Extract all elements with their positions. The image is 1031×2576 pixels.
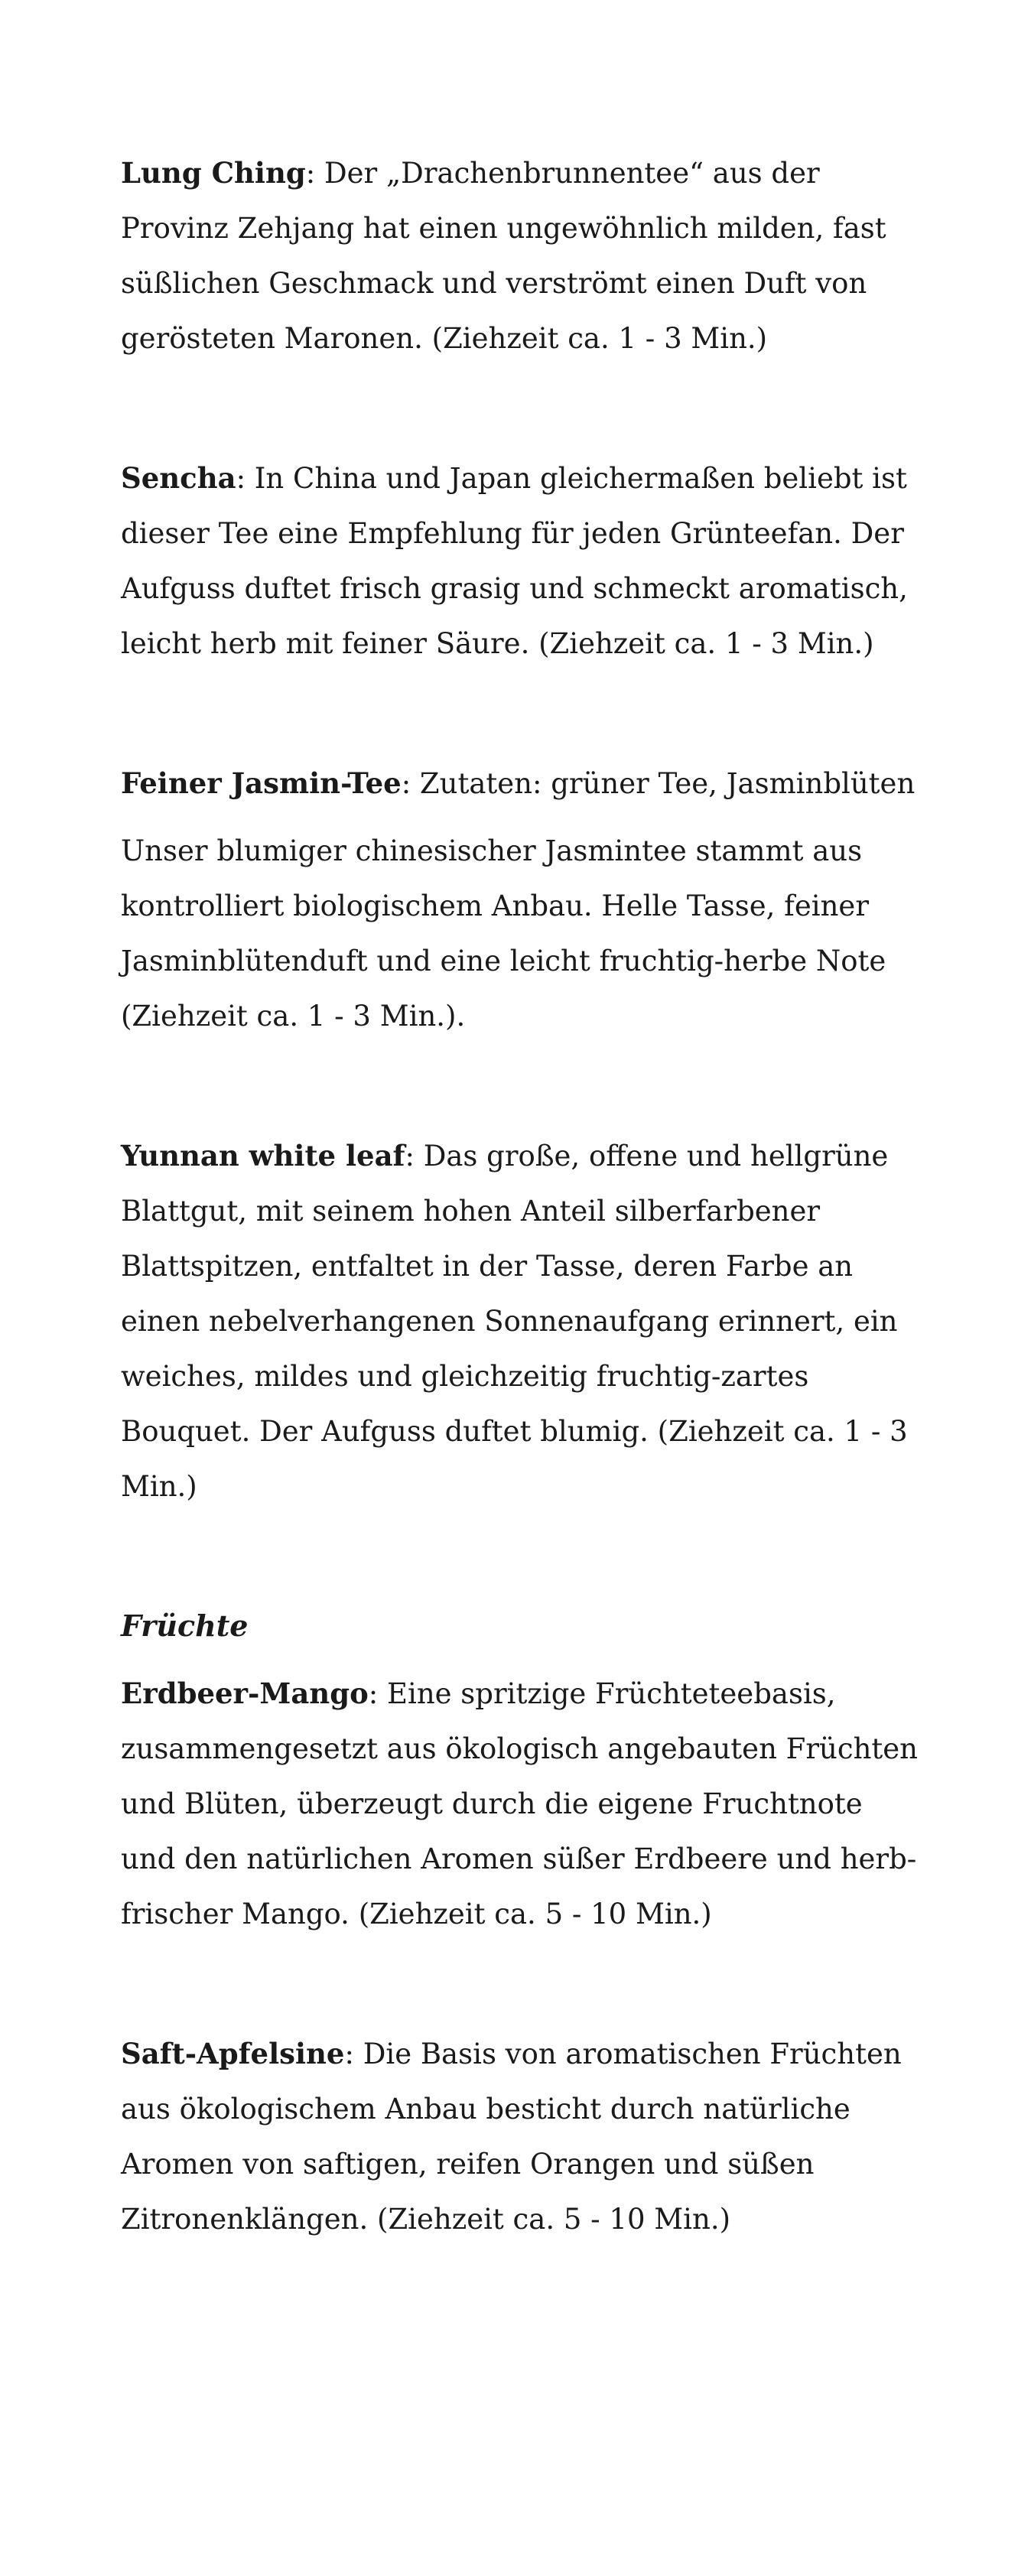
- entry-text: : In China und Japan gleichermaßen beliebt ist dieser Tee eine Empfehlung für jeden Grünteefan. Der Aufguss duftet frisch grasig und schmeckt aromatisch, leicht herb mit feiner Säure. (Ziehzeit ca. 1 - 3 Min.): [121, 462, 908, 660]
- entry-jasmin: [121, 756, 924, 812]
- entry-text: : Der „Drachenbrunnentee“ aus der Provinz Zehjang hat einen ungewöhnlich milden, fast süßlichen Geschmack und verströmt einen Duft von gerösteten Maronen. (Ziehzeit ca. 1 - 3 Min.): [121, 157, 886, 355]
- section-heading-fruechte: Früchte: [121, 1608, 249, 1643]
- tea-menu-page: [121, 145, 924, 2247]
- entry-name: Feiner Jasmin-Tee: [121, 766, 402, 800]
- entry-name: Erdbeer-Mango: [121, 1677, 369, 1710]
- entry-yunnan: [121, 1128, 924, 1514]
- entry-name: Yunnan white leaf: [121, 1139, 405, 1173]
- entry-jasmin-description: Unser blumiger chinesischer Jasmintee stammt aus kontrolliert biologischem Anbau. Helle Tasse, feiner Jasminblütenduft und eine leicht fruchtig-herbe Note (Ziehzeit ca. 1 - 3 Min.).: [121, 834, 886, 1033]
- entry-text: : Eine spritzige Früchteteebasis, zusammengesetzt aus ökologisch angebauten Früchten und Blüten, überzeugt durch die eigene Fruchtnote und den natürlichen Aromen süßer Erdbeere und herb-frischer Mango. (Ziehzeit ca. 5 - 10 Min.): [121, 1677, 918, 1930]
- entry-erdbeer-mango: [121, 1666, 924, 1942]
- entry-name: Saft-Apfelsine: [121, 2037, 345, 2070]
- entry-sencha: [121, 450, 924, 672]
- entry-name: Lung Ching: [121, 156, 306, 190]
- entry-saft-apfelsine: [121, 2026, 924, 2247]
- entry-text: : Zutaten: grüner Tee, Jasminblüten: [401, 767, 916, 800]
- entry-lung-ching: [121, 145, 924, 366]
- entry-text: : Die Basis von aromatischen Früchten aus ökologischem Anbau besticht durch natürliche Aromen von saftigen, reifen Orangen und süßen Zitronenklängen. (Ziehzeit ca. 5 - 10 Min.): [121, 2038, 902, 2236]
- entry-name: Sencha: [121, 461, 236, 495]
- entry-text: : Das große, offene und hellgrüne Blattgut, mit seinem hohen Anteil silberfarbener Blattspitzen, entfaltet in der Tasse, deren Farbe an einen nebelverhangenen Sonnenaufgang erinnert, ein weiches, mildes und gleichzeitig fruchtig-zartes Bouquet. Der Aufguss duftet blumig. (Ziehzeit ca. 1 - 3 Min.): [121, 1140, 908, 1503]
